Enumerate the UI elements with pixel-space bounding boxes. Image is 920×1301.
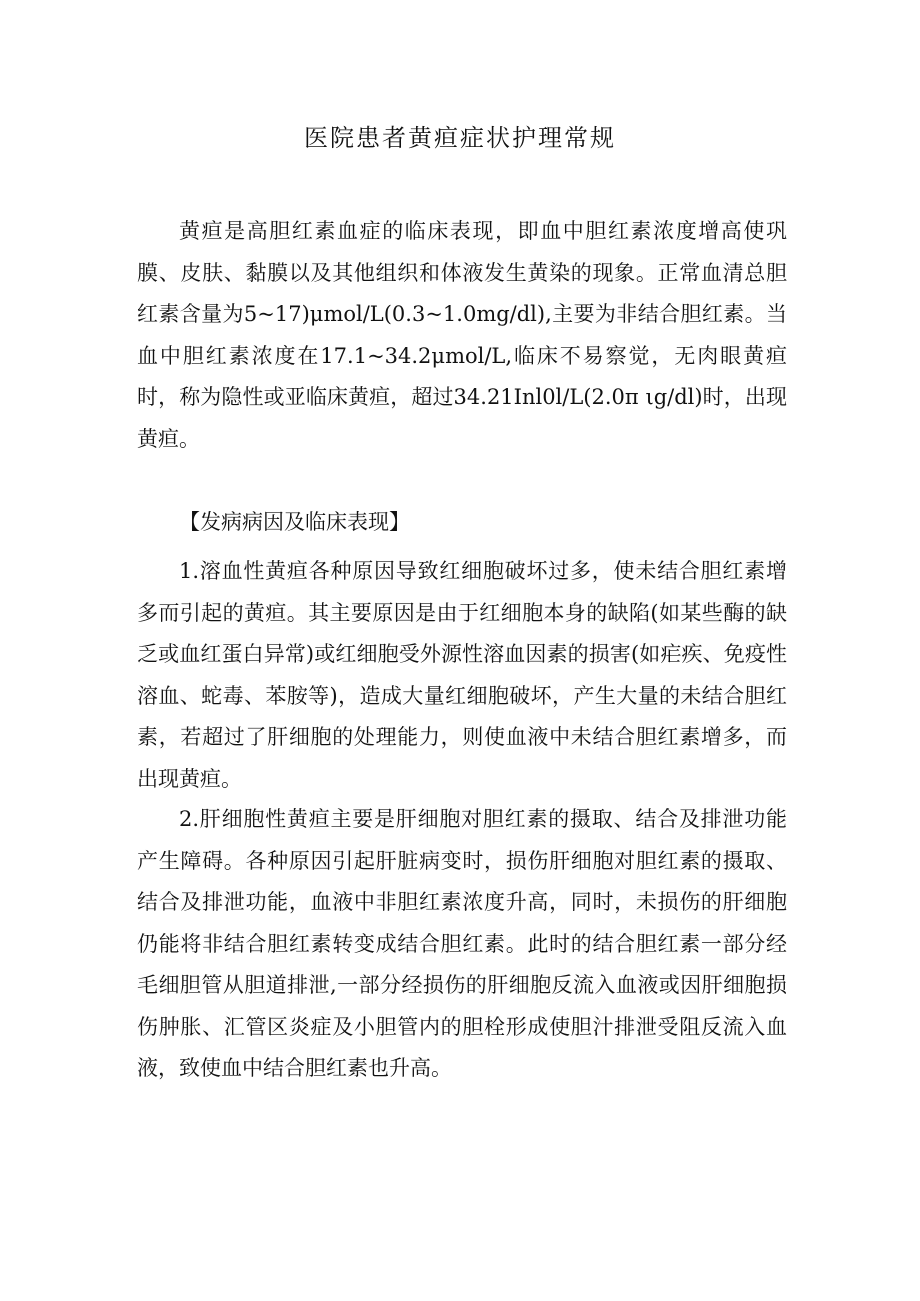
section-heading: 【发病病因及临床表现】: [179, 510, 410, 534]
paragraph-item-2: 2.肝细胞性黄疸主要是肝细胞对胆红素的摄取、结合及排泄功能产生障碍。各种原因引起肝脏病变时，损伤肝细胞对胆红素的摄取、结合及排泄功能，血液中非胆红素浓度升高，同时，未损伤的肝细胞仍能将非结合胆红素转变成结合胆红素。此时的结合胆红素一部分经毛细胆管从胆道排泄,一部分经损伤的肝细胞反流入血液或因肝细胞损伤肿胀、汇管区炎症及小胆管内的胆栓形成使胆汁排泄受阻反流入血液，致使血中结合胆红素也升高。: [137, 807, 787, 1080]
document-title: 医院患者黄疸症状护理常规: [304, 124, 616, 152]
intro-paragraph: 黄疸是高胆红素血症的临床表现，即血中胆红素浓度增高使巩膜、皮肤、黏膜以及其他组织和体液发生黄染的现象。正常血清总胆红素含量为5~17)μmol/L(0.3~1.0mg/dl),主要为非结合胆红素。当血中胆红素浓度在17.1~34.2μmol/L,临床不易察觉，无肉眼黄疸时，称为隐性或亚临床黄疸，超过34.21Inl0l/L(2.0π ιg/dl)时，出现黄疸。: [137, 219, 787, 451]
paragraph-item-1: 1.溶血性黄疸各种原因导致红细胞破坏过多，使未结合胆红素增多而引起的黄疸。其主要原因是由于红细胞本身的缺陷(如某些酶的缺乏或血红蛋白异常)或红细胞受外源性溶血因素的损害(如疟疾、免疫性溶血、蛇毒、苯胺等)，造成大量红细胞破坏，产生大量的未结合胆红素，若超过了肝细胞的处理能力，则使血液中未结合胆红素增多，而出现黄疸。: [137, 559, 787, 791]
